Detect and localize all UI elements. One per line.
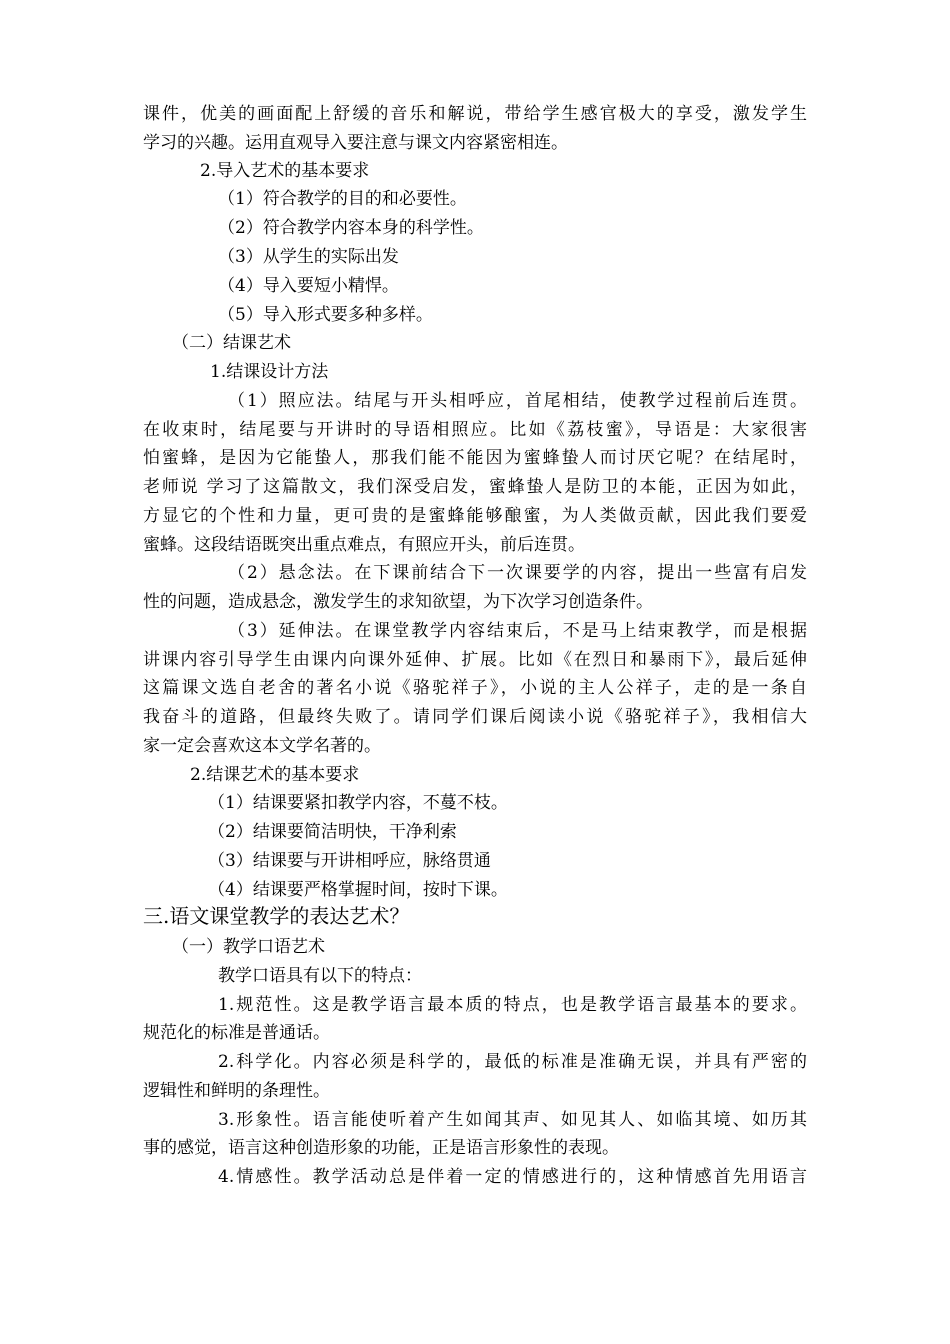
body-line: 学习的兴趣。运用直观导入要注意与课文内容紧密相连。	[143, 133, 568, 153]
body-line: 在收束时，结尾要与开讲时的导语相照应。比如《荔枝蜜》，导语是：大家很害	[143, 420, 807, 440]
list-item: （1）结课要紧扣教学内容，不蔓不枝。	[208, 793, 508, 813]
chapter-heading: 三.语文课堂教学的表达艺术？	[143, 904, 410, 928]
body-line: 方显它的个性和力量，更可贵的是蜜蜂能够酿蜜，为人类做贡献，因此我们要爱	[143, 506, 807, 526]
body-line: 1.规范性。这是教学语言最本质的特点，也是教学语言最基本的要求。	[218, 995, 807, 1015]
list-item: （3）结课要与开讲相呼应，脉络贯通	[208, 851, 491, 871]
body-line: 老师说 学习了这篇散文，我们深受启发，蜜蜂蛰人是防卫的本能，正因为如此，	[143, 477, 807, 497]
body-line: 怕蜜蜂，是因为它能蛰人，那我们能不能因为蜜蜂蛰人而讨厌它呢？在结尾时，	[143, 448, 807, 468]
list-item: （5）导入形式要多种多样。	[218, 305, 433, 325]
body-line: 这篇课文选自老舍的著名小说《骆驼祥子》，小说的主人公祥子，走的是一条自	[143, 678, 807, 698]
body-line: 3.形象性。语言能使听着产生如闻其声、如见其人、如临其境、如历其	[218, 1110, 807, 1130]
body-line: （3）延伸法。在课堂教学内容结束后，不是马上结束教学，而是根据	[228, 621, 807, 641]
section-heading: （二）结课艺术	[172, 333, 291, 353]
body-line: 性的问题，造成悬念，激发学生的求知欲望，为下次学习创造条件。	[143, 592, 653, 612]
section-heading: （一）教学口语艺术	[172, 937, 325, 957]
body-line: 事的感觉，语言这种创造形象的功能，正是语言形象性的表现。	[143, 1138, 619, 1158]
list-item: （2）结课要简洁明快，干净利索	[208, 822, 457, 842]
body-line: 家一定会喜欢这本文学名著的。	[143, 736, 381, 756]
body-line: 我奋斗的道路，但最终失败了。请同学们课后阅读小说《骆驼祥子》，我相信大	[143, 707, 807, 727]
list-item: （4）结课要严格掌握时间，按时下课。	[208, 880, 508, 900]
body-line: 4.情感性。教学活动总是伴着一定的情感进行的，这种情感首先用语言	[218, 1167, 807, 1187]
body-line: 蜜蜂。这段结语既突出重点难点，有照应开头，前后连贯。	[143, 535, 585, 555]
body-line: （1）照应法。结尾与开头相呼应，首尾相结，使教学过程前后连贯。	[228, 391, 807, 411]
list-item: （2）符合教学内容本身的科学性。	[218, 218, 484, 238]
list-item: （3）从学生的实际出发	[218, 247, 399, 267]
body-line: 2.科学化。内容必须是科学的，最低的标准是准确无误，并具有严密的	[218, 1052, 807, 1072]
subheading: 1.结课设计方法	[210, 362, 329, 382]
body-line: 讲课内容引导学生由课内向课外延伸、扩展。比如《在烈日和暴雨下》，最后延伸	[143, 650, 807, 670]
list-item: （4）导入要短小精悍。	[218, 276, 399, 296]
list-item: （1）符合教学的目的和必要性。	[218, 189, 467, 209]
body-line: 课件，优美的画面配上舒缓的音乐和解说，带给学生感官极大的享受，激发学生	[143, 104, 807, 124]
body-line: 规范化的标准是普通话。	[143, 1023, 330, 1043]
body-line: 教学口语具有以下的特点：	[218, 966, 422, 986]
subheading: 2.结课艺术的基本要求	[190, 765, 360, 785]
subheading: 2.导入艺术的基本要求	[200, 161, 370, 181]
body-line: （2）悬念法。在下课前结合下一次课要学的内容，提出一些富有启发	[228, 563, 807, 583]
body-line: 逻辑性和鲜明的条理性。	[143, 1081, 330, 1101]
